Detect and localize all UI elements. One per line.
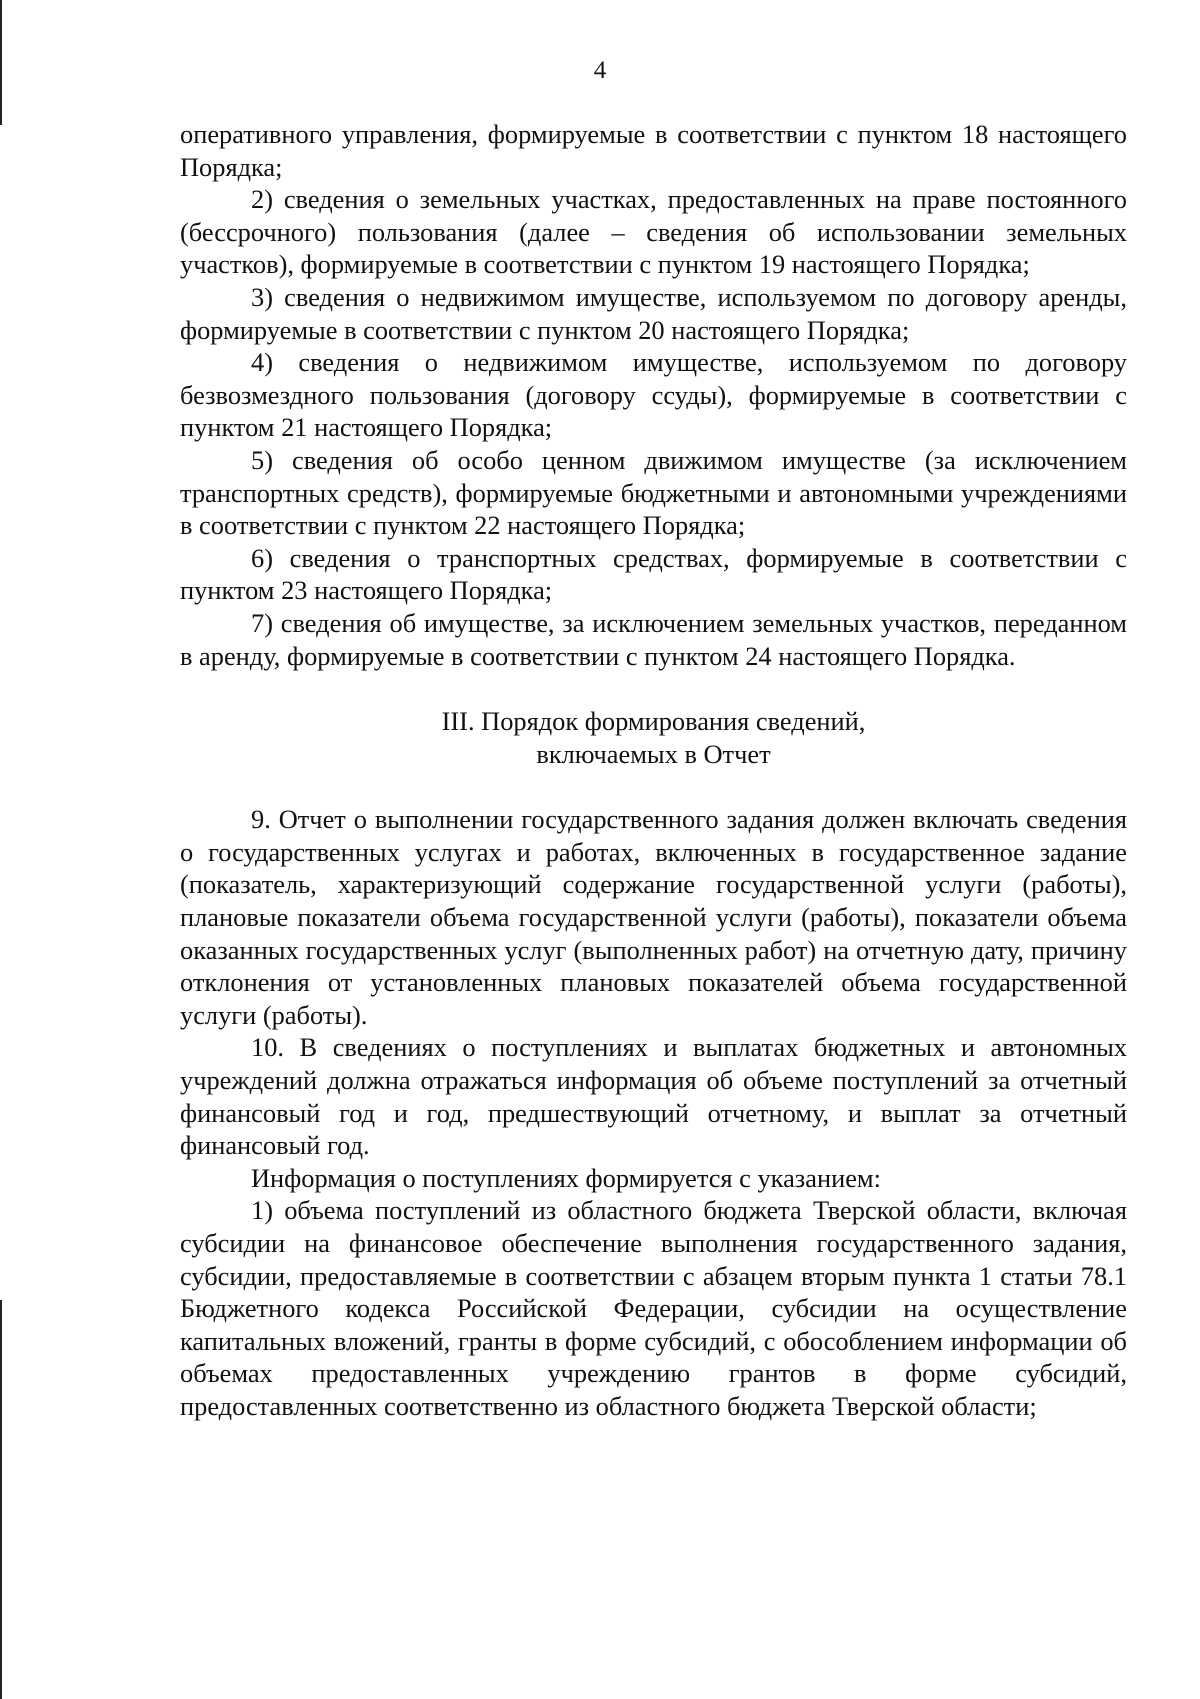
heading-spacer-top bbox=[180, 672, 1127, 705]
heading-spacer-bottom bbox=[180, 770, 1127, 803]
paragraphs-after-heading bbox=[180, 803, 1127, 1422]
paragraph: Информация о поступлениях формируется с указанием: bbox=[251, 1162, 881, 1193]
section-heading-line-1: III. Порядок формирования сведений, bbox=[441, 706, 866, 737]
document-body bbox=[180, 118, 1127, 1423]
paragraph: 1) объема поступлений из областного бюджета Тверской области, включая субсидии на финансовое обеспечение выполнения государственного задания, субсидии, предоставляемые в соответствии с абзацем вторым пункта 1 статьи 78.1 Бюджетного кодекса Российской Федерации, субсидии на осуществление капитальных вложений, гранты в форме субсидий, с обособлением информации об объемах предоставленных учреждению грантов в форме субсидий, предоставленных соответственно из областного бюджета Тверской области; bbox=[180, 1195, 1127, 1421]
paragraph: 7) сведения об имуществе, за исключением земельных участков, переданном в аренду, формируемые в соответствии с пунктом 24 настоящего Порядка. bbox=[180, 607, 1127, 671]
paragraph: 5) сведения об особо ценном движимом имуществе (за исключением транспортных средств), формируемые бюджетными и автономными учреждениями в соответствии с пунктом 22 настоящего Порядка; bbox=[180, 444, 1127, 541]
paragraph: оперативного управления, формируемые в соответствии с пунктом 18 настоящего Порядка; bbox=[180, 119, 1127, 182]
paragraph: 4) сведения о недвижимом имуществе, используемом по договору безвозмездного пользования (договору ссуды), формируемые в соответствии с пунктом 21 настоящего Порядка; bbox=[180, 347, 1127, 443]
paragraphs-before-heading bbox=[180, 118, 1127, 672]
section-heading-line-2: включаемых в Отчет bbox=[536, 738, 771, 769]
paragraph: 6) сведения о транспортных средствах, формируемые в соответствии с пунктом 23 настоящего Порядка; bbox=[180, 542, 1127, 606]
paragraph: 2) сведения о земельных участках, предоставленных на праве постоянного (бессрочного) пользования (далее – сведения об использовании земельных участков), формируемые в соответствии с пунктом 19 настоящего Порядка; bbox=[180, 184, 1127, 280]
paragraph: 10. В сведениях о поступлениях и выплатах бюджетных и автономных учреждений должна отражаться информация об объеме поступлений за отчетный финансовый год и год, предшествующий отчетному, и выплат за отчетный финансовый год. bbox=[180, 1032, 1127, 1161]
page-number: 4 bbox=[593, 57, 607, 84]
paragraph: 9. Отчет о выполнении государственного задания должен включать сведения о государственных услугах и работах, включенных в государственное задание (показатель, характеризующий содержание государственной услуги (работы), плановые показатели объема государственной услуги (работы), показатели объема оказанных государственных услуг (выполненных работ) на отчетную дату, причину отклонения от установленных плановых показателей объема государственной услуги (работы). bbox=[180, 804, 1127, 1030]
scan-edge-mark-bottom bbox=[0, 1300, 2, 1699]
paragraph: 3) сведения о недвижимом имуществе, используемом по договору аренды, формируемые в соответствии с пунктом 20 настоящего Порядка; bbox=[180, 281, 1127, 345]
